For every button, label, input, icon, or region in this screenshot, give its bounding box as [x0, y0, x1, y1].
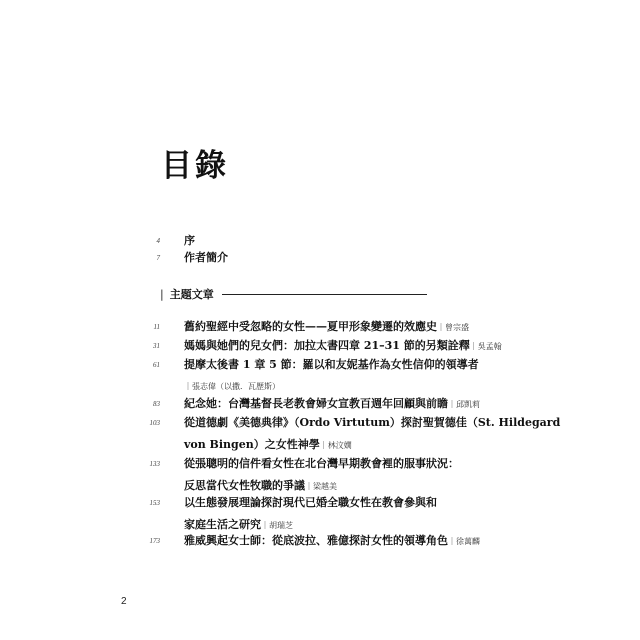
- section-bar: |: [160, 287, 164, 301]
- section-rule: [222, 294, 427, 295]
- entry-author: ｜ 曾宗盛: [437, 323, 469, 332]
- entry-author: ｜ 梁越美: [305, 482, 337, 491]
- entry-title-line2: 反思當代女性牧職的爭議: [184, 479, 305, 492]
- entry-title: 從張聰明的信件看女性在北台灣早期教會裡的服事狀況：: [184, 457, 459, 470]
- page-ref: 153: [149, 499, 160, 507]
- page-ref: 83: [153, 400, 160, 408]
- page-ref: 31: [153, 342, 160, 350]
- page-ref: 4: [156, 237, 160, 245]
- page-ref: 173: [149, 537, 160, 545]
- page-ref: 11: [153, 323, 160, 331]
- entry-author: ｜ 張志偉（以撒．瓦歷斯）: [184, 382, 280, 391]
- entry-title: 以生態發展理論探討現代已婚全職女性在教會參與和: [184, 496, 437, 509]
- entry-title: 從道德劇《美德典律》（Ordo Virtutum）探討聖賀德佳（St. Hildegard: [184, 416, 561, 429]
- page-ref: 61: [153, 361, 160, 369]
- entry-author: ｜ 胡瑞芝: [261, 521, 293, 530]
- entry-title: 紀念她：台灣基督長老教會婦女宣教百週年回顧與前瞻: [184, 397, 448, 410]
- entry-title: 雅威興起女士師：從底波拉、雅億探討女性的領導角色: [184, 534, 448, 547]
- page-ref: 133: [149, 460, 160, 468]
- section-title: 主題文章: [169, 288, 214, 301]
- entry-title: 序: [184, 234, 195, 247]
- entry-title: 作者簡介: [184, 251, 228, 264]
- entry-title-line2: 家庭生活之研究: [184, 518, 261, 531]
- section-header: [160, 286, 427, 302]
- page-number: 2: [121, 596, 127, 607]
- page-title: 目錄: [161, 148, 229, 184]
- page-ref: 7: [156, 254, 160, 262]
- entry-title-line2: von Bingen）之女性神學: [184, 438, 320, 451]
- entry-author: ｜ 邱凱莉: [448, 400, 480, 409]
- entry-author: ｜ 林汶嫺: [320, 441, 352, 450]
- entry-author: ｜ 徐萬麟: [448, 537, 480, 546]
- entry-title: 舊約聖經中受忽略的女性——夏甲形象變遷的效應史: [184, 320, 437, 333]
- entry-title: 媽媽與她們的兒女們：加拉太書四章 21–31 節的另類詮釋: [184, 339, 470, 352]
- entry-author: ｜ 吳孟翰: [470, 342, 502, 351]
- entry-title: 提摩太後書 1 章 5 節：羅以和友妮基作為女性信仰的領導者: [184, 358, 479, 371]
- page-ref: 103: [149, 419, 160, 427]
